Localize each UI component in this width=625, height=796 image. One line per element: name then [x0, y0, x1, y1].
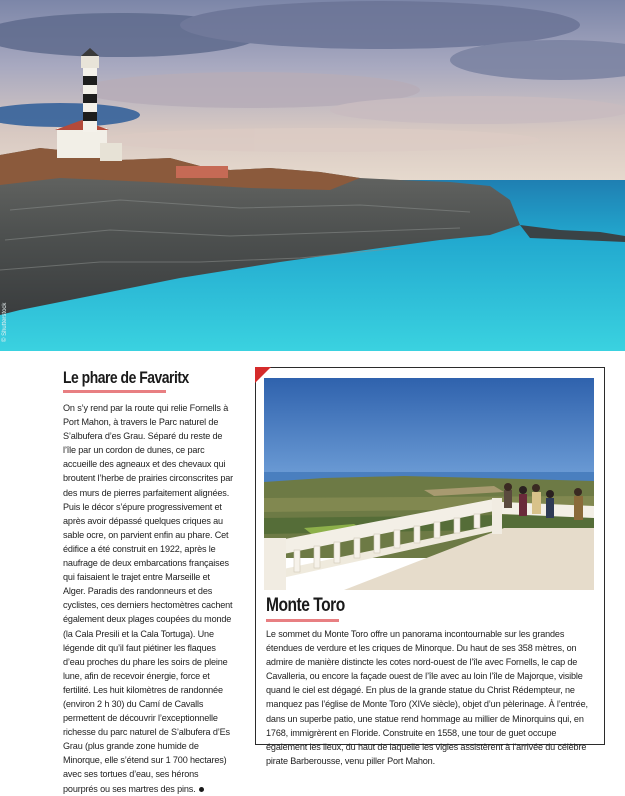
- favaritx-article: [63, 368, 233, 796]
- hero-photo-favaritx-lighthouse: [0, 0, 625, 351]
- monte-toro-box: [255, 367, 605, 766]
- favaritx-title: Le phare de Favaritx: [63, 368, 189, 387]
- sky: [264, 378, 594, 474]
- photo-credit: © Shutterstock: [2, 302, 8, 342]
- monte-toro-photo: [264, 378, 594, 590]
- favaritx-body: On s’y rend par la route qui relie Fornells à Port Mahon, à travers le Parc naturel de S’albufera d’es Grau. Séparé du reste de l’île par un cordon de dunes, ce parc accueille des agneaux et des chevaux qui broutent l’herbe de prairies circonscrites par des murs de pierres parfaitement alignées. Puis le décor s’épure progressivement et après avoir dépassé quelques criques au sable ocre, on parvient enfin au phare. Cet édifice a été construit en 1922, après le naufrage de deux embarcations françaises qui faisaient le trajet entre Marseille et Alger. Paradis des randonneurs et des cyclistes, ces derniers hectomètres cachent également deux plages coupées du monde (la Cala Presili et la Cala Tortuga). Une légende dit qu’il faut piétiner les flaques d’eau proches du phare les soirs de pleine lune, afin de recevoir énergie, force et fertilité. Les huit kilomètres de randonnée (environ 2 h 30) du Camí de Cavalls permettent de découvrir l’exceptionnelle richesse du parc naturel de S’albufera d’Es Grau (plus grande zone humide de Minorque, elle s’étend sur 1 700 hectares) avec ses tortues d’eau, ses hérons pourprés ou ses martres des pins.: [63, 403, 234, 794]
- title-underline: [63, 390, 166, 393]
- monte-toro-title: Monte Toro: [266, 595, 345, 616]
- monte-toro-heading: [266, 595, 362, 622]
- monte-toro-body: Le sommet du Monte Toro offre un panorama incontournable sur les grandes étendues de verdure et les criques de Minorque. Du haut de ses 358 mètres, on admire de manière distincte les cotes nord-ouest de l’île avec Fornells, le cap de Cavalleria, ou encore la façade ouest de l’île avec au loin l’île de Majorque, visible quand le ciel est dégagé. En plus de la grande statue du Christ Rédempteur, ne manquez pas l’église de Monte Toro (XIVe siècle), objet d’un pèlerinage. À l’entrée, dans un superbe patio, une statue rend hommage au millier de Minorquins qui, en 1768, immigrèrent en Floride. Construite en 1558, une tour de guet occupe également les lieux, du haut de laquelle les vigies assistèrent à l’arrivée du célèbre pirate Barberousse, venu piller Port Mahon.: [266, 629, 588, 766]
- end-bullet: [199, 787, 204, 792]
- title-underline: [266, 619, 339, 622]
